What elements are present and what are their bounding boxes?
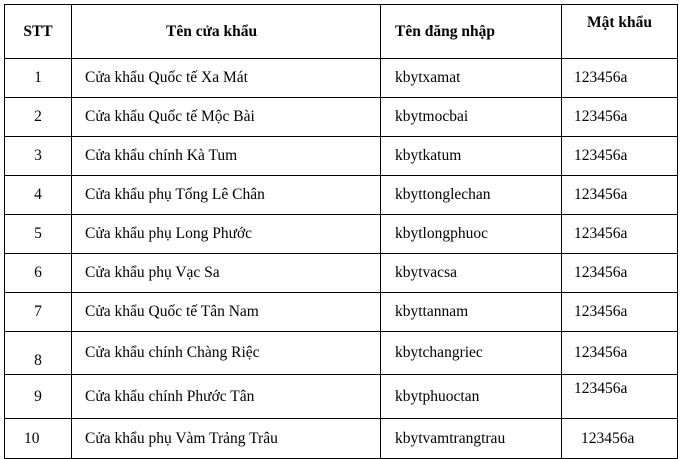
row-username: kbytvacsa xyxy=(381,254,562,293)
row-password: 123456a xyxy=(562,419,678,459)
row-stt: 3 xyxy=(5,137,72,176)
table-row xyxy=(5,59,678,98)
row-stt: 9 xyxy=(5,375,72,419)
table-header-row xyxy=(5,5,678,59)
header-stt: STT xyxy=(5,5,72,59)
row-stt: 4 xyxy=(5,176,72,215)
table-row xyxy=(5,419,678,459)
table-row xyxy=(5,293,678,332)
row-password: 123456a xyxy=(562,293,678,332)
table-row xyxy=(5,176,678,215)
row-stt: 5 xyxy=(5,215,72,254)
row-gate-name: Cửa khẩu chính Kà Tum xyxy=(72,137,381,176)
row-stt: 1 xyxy=(5,59,72,98)
row-password: 123456a xyxy=(562,137,678,176)
row-stt: 2 xyxy=(5,98,72,137)
header-password: Mật khẩu xyxy=(562,5,678,59)
row-password: 123456a xyxy=(562,176,678,215)
row-gate-name: Cửa khẩu phụ Vạc Sa xyxy=(72,254,381,293)
row-gate-name: Cửa khẩu Quốc tế Tân Nam xyxy=(72,293,381,332)
row-stt: 10 xyxy=(5,419,72,459)
row-gate-name: Cửa khẩu phụ Vàm Trảng Trâu xyxy=(72,419,381,459)
row-username: kbytxamat xyxy=(381,59,562,98)
row-password: 123456a xyxy=(562,98,678,137)
row-username: kbytvamtrangtrau xyxy=(381,419,562,459)
row-username: kbytphuoctan xyxy=(381,375,562,419)
row-username: kbytlongphuoc xyxy=(381,215,562,254)
account-table xyxy=(4,4,678,459)
table-row xyxy=(5,137,678,176)
row-stt: 7 xyxy=(5,293,72,332)
table-row xyxy=(5,98,678,137)
row-password: 123456a xyxy=(562,375,678,419)
row-gate-name: Cửa khẩu phụ Long Phước xyxy=(72,215,381,254)
row-gate-name: Cửa khẩu chính Phước Tân xyxy=(72,375,381,419)
table-row xyxy=(5,254,678,293)
row-gate-name: Cửa khẩu Quốc tế Mộc Bài xyxy=(72,98,381,137)
table-row xyxy=(5,332,678,375)
table-row xyxy=(5,215,678,254)
row-username: kbytkatum xyxy=(381,137,562,176)
row-username: kbyttannam xyxy=(381,293,562,332)
row-password: 123456a xyxy=(562,332,678,375)
row-password: 123456a xyxy=(562,215,678,254)
table-row xyxy=(5,375,678,419)
row-password: 123456a xyxy=(562,59,678,98)
row-stt: 6 xyxy=(5,254,72,293)
row-username: kbytchangriec xyxy=(381,332,562,375)
header-border-gate-name: Tên cửa khẩu xyxy=(72,5,381,59)
row-username: kbyttonglechan xyxy=(381,176,562,215)
header-username: Tên đăng nhập xyxy=(381,5,562,59)
row-gate-name: Cửa khẩu Quốc tế Xa Mát xyxy=(72,59,381,98)
row-gate-name: Cửa khẩu chính Chàng Riệc xyxy=(72,332,381,375)
row-gate-name: Cửa khẩu phụ Tống Lê Chân xyxy=(72,176,381,215)
row-username: kbytmocbai xyxy=(381,98,562,137)
row-password: 123456a xyxy=(562,254,678,293)
row-stt: 8 xyxy=(5,332,72,375)
